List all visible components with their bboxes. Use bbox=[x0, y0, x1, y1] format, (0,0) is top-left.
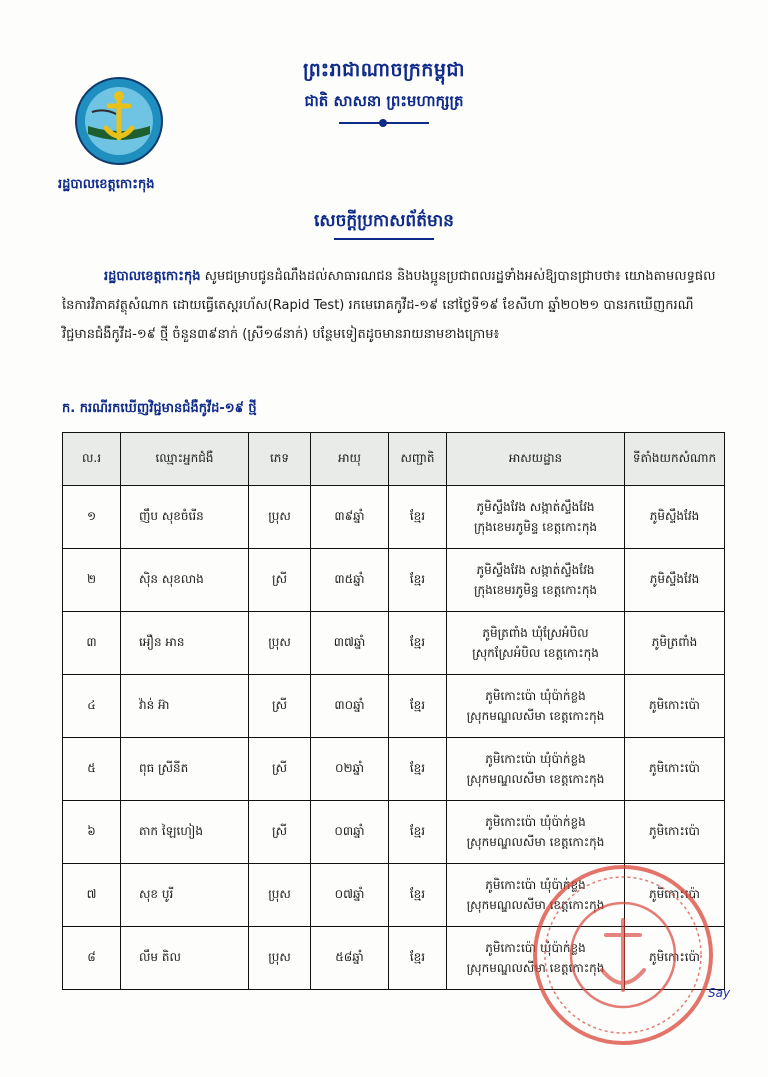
row-no: ៧ bbox=[63, 864, 121, 927]
row-sample-site: ភូមិកោះប៉ោ bbox=[625, 801, 725, 864]
address-line-1: ភូមិកោះប៉ោ ឃុំប៉ាក់ខ្លង bbox=[485, 941, 586, 955]
table-row bbox=[63, 801, 725, 864]
row-nationality: ខ្មែរ bbox=[389, 927, 447, 990]
row-no: ៣ bbox=[63, 612, 121, 675]
motto-ornament bbox=[339, 122, 429, 124]
row-sex: ប្រុស bbox=[249, 612, 311, 675]
address-line-1: ភូមិស្ទឹងវែង សង្កាត់ស្ទឹងវែង bbox=[476, 500, 595, 514]
header-nationality: សញ្ជាតិ bbox=[389, 433, 447, 486]
row-sample-site: ភូមិកោះប៉ោ bbox=[625, 927, 725, 990]
address-line-2: ក្រុងខេមរភូមិន្ទ ខេត្តកោះកុង bbox=[473, 520, 598, 534]
row-name: តាក ឡៃហៀង bbox=[121, 801, 249, 864]
row-no: ២ bbox=[63, 549, 121, 612]
province-name: រដ្ឋបាលខេត្តកោះកុង bbox=[58, 177, 155, 192]
announcement-lead: រដ្ឋបាលខេត្តកោះកុង bbox=[104, 269, 201, 284]
row-name: ញឹប សុខចំរើន bbox=[121, 486, 249, 549]
row-name: សុខ បូរី bbox=[121, 864, 249, 927]
address-line-1: ភូមិកោះប៉ោ ឃុំប៉ាក់ខ្លង bbox=[485, 752, 586, 766]
address-line-1: ភូមិកោះប៉ោ ឃុំប៉ាក់ខ្លង bbox=[485, 878, 586, 892]
header-sample-site: ទីតាំងយកសំណាក bbox=[625, 433, 725, 486]
official-seal-icon bbox=[528, 860, 718, 1050]
address-line-2: ស្រុកមណ្ឌលសីមា ខេត្តកោះកុង bbox=[466, 772, 605, 786]
row-name: ស៊ិន សុខលាង bbox=[121, 549, 249, 612]
table-row bbox=[63, 612, 725, 675]
row-address bbox=[447, 801, 625, 864]
row-nationality: ខ្មែរ bbox=[389, 864, 447, 927]
row-nationality: ខ្មែរ bbox=[389, 612, 447, 675]
row-nationality: ខ្មែរ bbox=[389, 675, 447, 738]
row-nationality: ខ្មែរ bbox=[389, 486, 447, 549]
row-sex: ស្រី bbox=[249, 549, 311, 612]
header-age: អាយុ bbox=[311, 433, 389, 486]
row-age: ០២ឆ្នាំ bbox=[311, 738, 389, 801]
row-address bbox=[447, 612, 625, 675]
row-name: ពុធ ស្រីនីត bbox=[121, 738, 249, 801]
header-name: ឈ្មោះអ្នកជំងឺ bbox=[121, 433, 249, 486]
row-address bbox=[447, 675, 625, 738]
table-header-row bbox=[63, 433, 725, 486]
address-line-1: ភូមិកោះប៉ោ ឃុំប៉ាក់ខ្លង bbox=[485, 689, 586, 703]
announcement-text: សូមជម្រាបជូនដំណឹងដល់សាធារណជន និងបងប្អូនប្រជាពលរដ្ឋទាំងអស់ឱ្យបានជ្រាបថា៖ យោងតាមលទ្ធផលនៃការវិភាគវត្ថុសំណាក ដោយធ្វើតេស្តរហ័ស(Rapid Test) រកមេរោគកូវីដ-១៩ នៅថ្ងៃទី១៩ ខែសីហា ឆ្នាំ២០២១ បានរកឃើញករណីវិជ្ជមានជំងឺកូវីដ-១៩ ថ្មី ចំនួន៣៩នាក់ (ស្រី១៨នាក់) បន្ថែមទៀតដូចមានរាយនាមខាងក្រោម៖ bbox=[62, 269, 716, 342]
signature-scribble: Say bbox=[708, 986, 731, 1000]
section-heading: ក. ករណីរកឃើញវិជ្ជមានជំងឺកូវីដ-១៩ ថ្មី bbox=[62, 401, 257, 416]
row-sex: ស្រី bbox=[249, 675, 311, 738]
address-line-1: ភូមិត្រពាំង ឃុំស្រែអំបិល bbox=[482, 626, 589, 640]
address-line-2: ស្រុកមណ្ឌលសីមា ខេត្តកោះកុង bbox=[466, 835, 605, 849]
row-sample-site: ភូមិស្ទឹងវែង bbox=[625, 549, 725, 612]
row-age: ៣៥ឆ្នាំ bbox=[311, 549, 389, 612]
address-line-2: ក្រុងខេមរភូមិន្ទ ខេត្តកោះកុង bbox=[473, 583, 598, 597]
kingdom-title: ព្រះរាជាណាចក្រកម្ពុជា bbox=[303, 59, 465, 81]
address-line-2: ស្រុកស្រែអំបិល ខេត្តកោះកុង bbox=[472, 646, 599, 660]
announcement-paragraph bbox=[62, 262, 722, 349]
row-no: ៦ bbox=[63, 801, 121, 864]
row-sample-site: ភូមិកោះប៉ោ bbox=[625, 738, 725, 801]
row-age: ៣០ឆ្នាំ bbox=[311, 675, 389, 738]
row-name: អឿន អាន bbox=[121, 612, 249, 675]
address-line-2: ស្រុកមណ្ឌលសីមា ខេត្តកោះកុង bbox=[466, 709, 605, 723]
row-sample-site: ភូមិត្រពាំង bbox=[625, 612, 725, 675]
row-sex: ប្រុស bbox=[249, 927, 311, 990]
row-sex: ស្រី bbox=[249, 801, 311, 864]
row-address bbox=[447, 738, 625, 801]
row-nationality: ខ្មែរ bbox=[389, 801, 447, 864]
table-row bbox=[63, 549, 725, 612]
table-row bbox=[63, 675, 725, 738]
document-title: សេចក្តីប្រកាសព័ត៌មាន bbox=[314, 211, 454, 231]
address-line-2: ស្រុកមណ្ឌលសីមា ខេត្តកោះកុង bbox=[466, 961, 605, 975]
row-sample-site: ភូមិស្ទឹងវែង bbox=[625, 486, 725, 549]
header-address: អាសយដ្ឋាន bbox=[447, 433, 625, 486]
row-sex: ស្រី bbox=[249, 738, 311, 801]
row-nationality: ខ្មែរ bbox=[389, 549, 447, 612]
row-address bbox=[447, 549, 625, 612]
title-underline bbox=[334, 238, 434, 240]
national-motto: ជាតិ សាសនា ព្រះមហាក្សត្រ bbox=[304, 92, 464, 110]
row-sample-site: ភូមិកោះប៉ោ bbox=[625, 864, 725, 927]
header-no: ល.រ bbox=[63, 433, 121, 486]
address-line-1: ភូមិស្ទឹងវែង សង្កាត់ស្ទឹងវែង bbox=[476, 563, 595, 577]
row-no: ៥ bbox=[63, 738, 121, 801]
row-name: វ៉ាន់ អ៊ា bbox=[121, 675, 249, 738]
row-name: លឹម តិល bbox=[121, 927, 249, 990]
address-line-2: ស្រុកមណ្ឌលសីមា ខេត្តកោះកុង bbox=[466, 898, 605, 912]
row-age: ០៣ឆ្នាំ bbox=[311, 801, 389, 864]
row-age: ៥៨ឆ្នាំ bbox=[311, 927, 389, 990]
row-address bbox=[447, 486, 625, 549]
row-age: ៣៧ឆ្នាំ bbox=[311, 612, 389, 675]
address-line-1: ភូមិកោះប៉ោ ឃុំប៉ាក់ខ្លង bbox=[485, 815, 586, 829]
row-sex: ប្រុស bbox=[249, 486, 311, 549]
row-sex: ប្រុស bbox=[249, 864, 311, 927]
row-nationality: ខ្មែរ bbox=[389, 738, 447, 801]
row-no: ៨ bbox=[63, 927, 121, 990]
row-sample-site: ភូមិកោះប៉ោ bbox=[625, 675, 725, 738]
row-no: ១ bbox=[63, 486, 121, 549]
announcement-body bbox=[62, 262, 722, 349]
table-row bbox=[63, 486, 725, 549]
row-no: ៤ bbox=[63, 675, 121, 738]
row-age: ៣៩ឆ្នាំ bbox=[311, 486, 389, 549]
table-row bbox=[63, 738, 725, 801]
row-age: ០៧ឆ្នាំ bbox=[311, 864, 389, 927]
province-logo-icon bbox=[74, 76, 164, 166]
header-sex: ភេទ bbox=[249, 433, 311, 486]
